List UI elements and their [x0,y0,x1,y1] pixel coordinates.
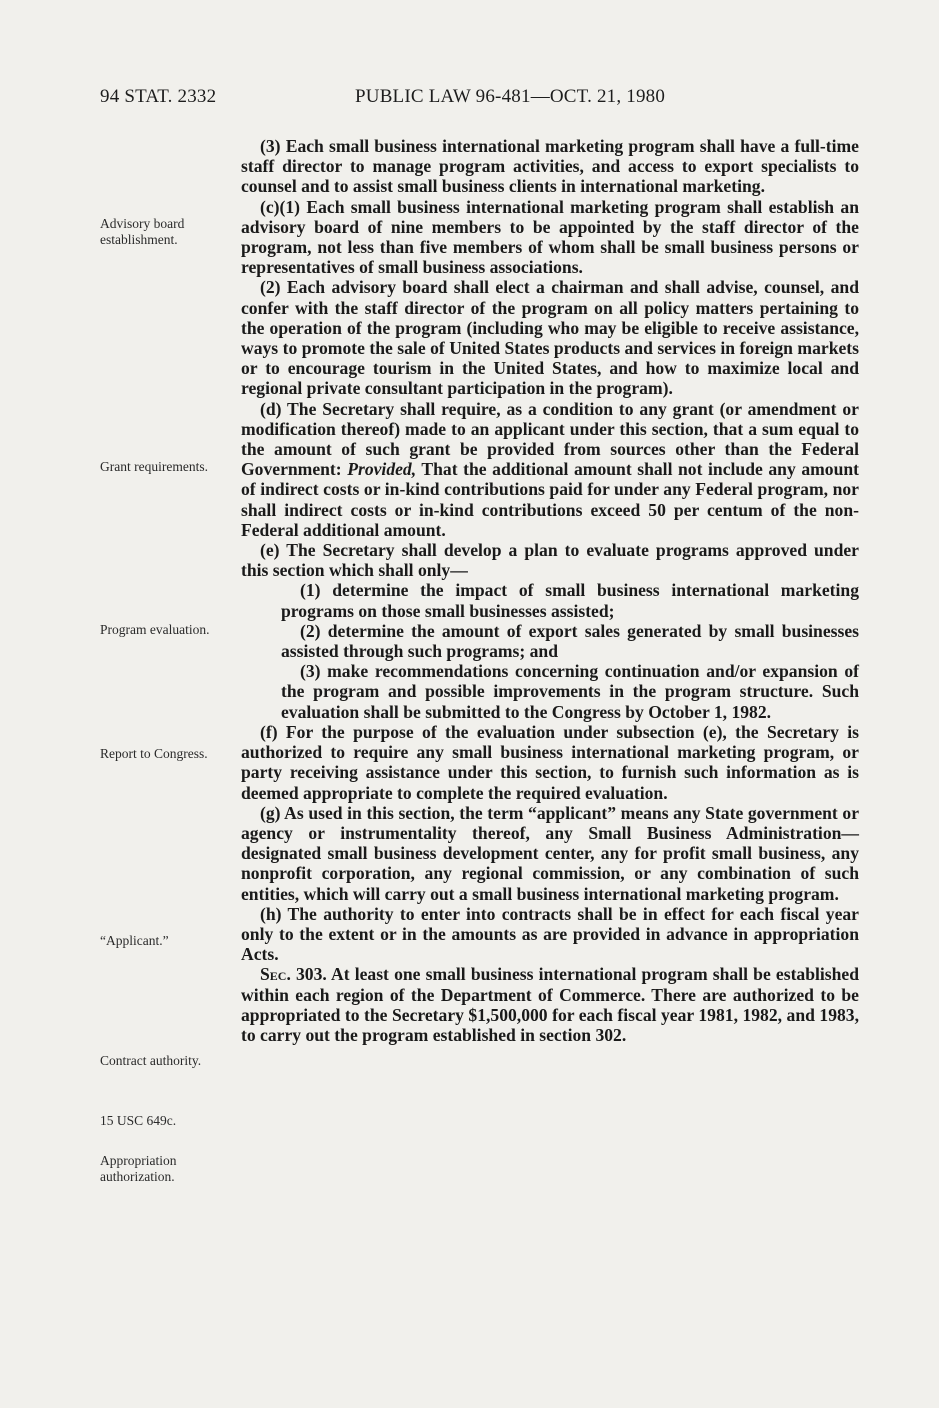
margin-note-appropriation: Appropriation authorization. [100,1153,177,1184]
margin-note-grant: Grant requirements. [100,459,208,474]
paragraph-c1: (c)(1) Each small business international marketing program shall establish an advisory board of nine members to be appointed by the staff director of the program, not less than five members of whom shall be small business persons or representatives of small business associations. [241,196,859,278]
margin-note-contract: Contract authority. [100,1053,202,1068]
margin-note-program-evaluation: Program evaluation. [100,622,210,637]
page-header [100,86,860,116]
paragraph-e1: (1) determine the impact of small business international marketing programs on those small businesses assisted; [281,580,859,621]
paragraph-c2: (2) Each advisory board shall elect a chairman and shall advise, counsel, and confer with the staff director of the program on all policy matters pertaining to the operation of the program (including who may be eligible to receive assistance, ways to promote the sale of United States products and services in foreign markets or to encourage tourism in the United States, and how to maximize local and regional private consultant participation in the program). [241,277,859,399]
paragraph-d [241,399,859,540]
public-law-title: PUBLIC LAW 96-481—OCT. 21, 1980 [355,86,666,107]
margin-note-report: Report to Congress. [100,746,208,761]
paragraph-e: (e) The Secretary shall develop a plan to evaluate programs approved under this section which shall only— [241,540,859,581]
paragraph-d-before: (d) The Secretary shall require, as a condition to any grant (or amendment or modification thereof) made to an applicant under this section, that a sum equal to the amount of such grant be provided from sources other than the Federal Government: [241,398,859,480]
paragraph-f: (f) For the purpose of the evaluation under subsection (e), the Secretary is authorized to require any small business international marketing program, or party receiving assistance under this section, to furnish such information as is deemed appropriate to complete the required evaluation. [241,721,859,803]
margin-note-advisory: Advisory board establishment. [100,216,185,247]
paragraph-e3: (3) make recommendations concerning continuation and/or expansion of the program and possible improvements in the program structure. Such evaluation shall be submitted to the Congress by October 1, 1982. [281,661,859,722]
section-text: At least one small business international program shall be established within each region of the Department of Commerce. There are authorized to be appropriated to the Secretary $1,500,000 for each fiscal year 1981, 1982, and 1983, to carry out the program established in section 302. [241,964,860,1045]
paragraph-h: (h) The authority to enter into contracts shall be in effect for each fiscal year only to the extent or in the amounts as are provided in advance in appropriation Acts. [241,903,859,965]
margin-note-applicant: “Applicant.” [100,933,169,948]
paragraph-g: (g) As used in this section, the term “applicant” means any State government or agency or instrumentality thereof, any Small Business Administration—designated small business development center, any for profit small business, any nonprofit corporation, any regional commission, or any combination of such entities, which will carry out a small business international marketing program. [241,802,859,904]
section-label: Sec. 303. [260,964,327,985]
statute-citation: 94 STAT. 2332 [100,86,217,107]
paragraph-e2: (2) determine the amount of export sales generated by small businesses assisted through such programs; and [281,620,859,662]
paragraph-b3: (3) Each small business international marketing program shall have a full-time staff director to manage program activities, and access to export specialists to counsel and to assist small business clients in international marketing. [241,136,859,197]
paragraph-sec-303 [241,964,859,1045]
margin-note-usc: 15 USC 649c. [100,1113,177,1128]
body-text [241,136,859,1045]
paragraph-d-after: That the additional amount shall not include any amount of indirect costs or in-kind contributions paid for under any Federal program, nor shall indirect costs or in-kind contributions exceed 50 per centum of the non-Federal additional amount. [241,459,859,540]
provided-italic: Provided, [347,459,417,480]
